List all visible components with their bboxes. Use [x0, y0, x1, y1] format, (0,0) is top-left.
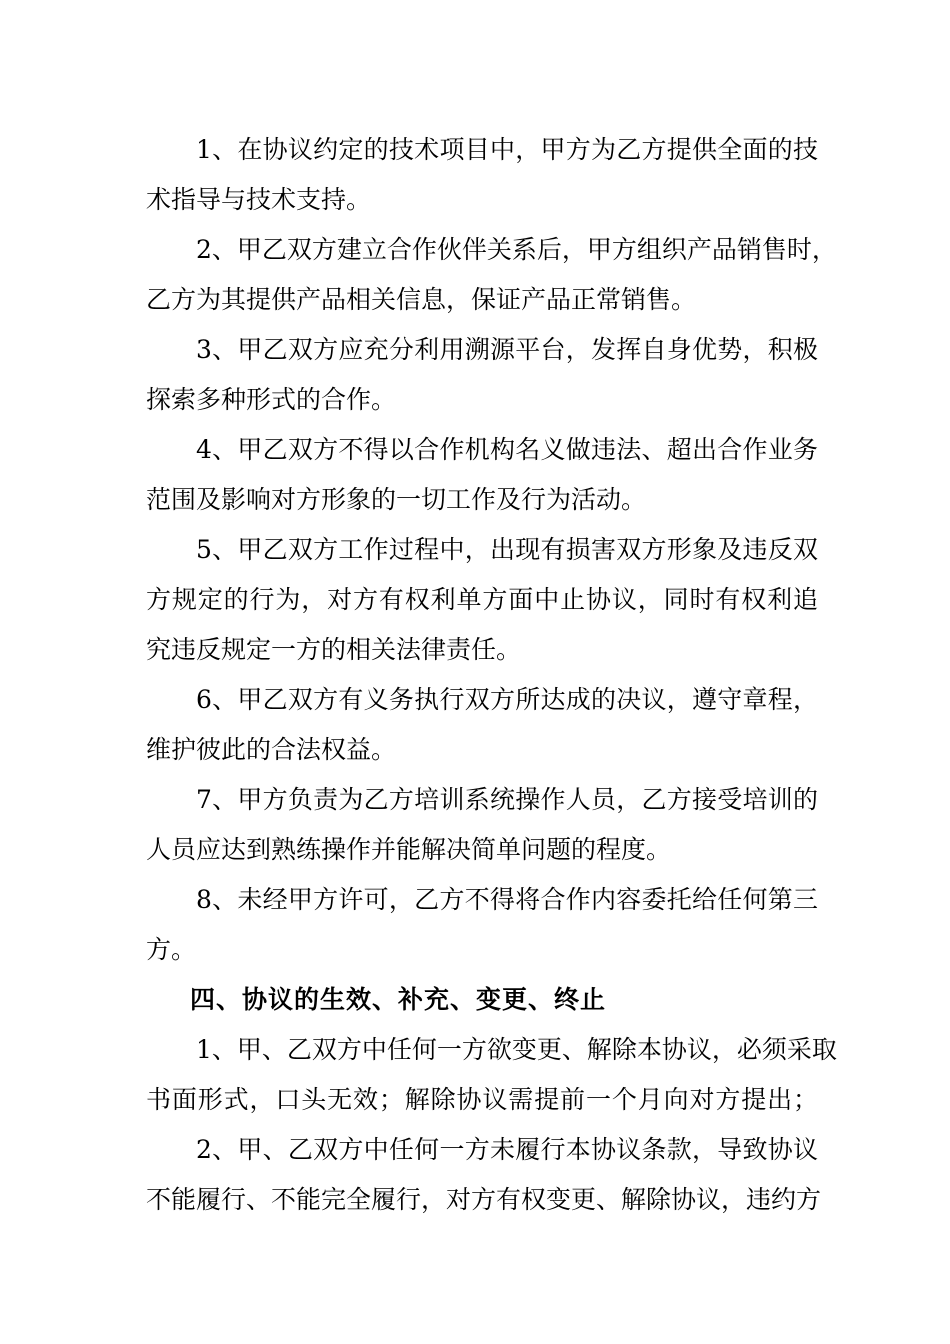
paragraph-8-line-1: 8、未经甲方许可，乙方不得将合作内容委托给任何第三 — [196, 885, 818, 914]
paragraph-5-line-3: 究违反规定一方的相关法律责任。 — [146, 635, 522, 664]
paragraph-5-line-1: 5、甲乙双方工作过程中，出现有损害双方形象及违反双 — [196, 535, 818, 564]
paragraph-3-line-2: 探索多种形式的合作。 — [146, 385, 397, 414]
section-heading: 四、协议的生效、补充、变更、终止 — [190, 985, 607, 1014]
paragraph-6-line-2: 维护彼此的合法权益。 — [146, 735, 397, 764]
paragraph-9-line-1: 1、甲、乙双方中任何一方欲变更、解除本协议，必须采取 — [196, 1035, 837, 1064]
paragraph-3-line-1: 3、甲乙双方应充分利用溯源平台，发挥自身优势，积极 — [196, 335, 818, 364]
paragraph-7-line-1: 7、甲方负责为乙方培训系统操作人员，乙方接受培训的 — [196, 785, 818, 814]
paragraph-9-line-2: 书面形式，口头无效；解除协议需提前一个月向对方提出； — [146, 1085, 818, 1114]
paragraph-2-line-1: 2、甲乙双方建立合作伙伴关系后，甲方组织产品销售时， — [196, 235, 837, 264]
paragraph-6-line-1: 6、甲乙双方有义务执行双方所达成的决议，遵守章程， — [196, 685, 818, 714]
paragraph-1-line-2: 术指导与技术支持。 — [146, 185, 372, 214]
paragraph-5-line-2: 方规定的行为，对方有权利单方面中止协议，同时有权利追 — [146, 585, 818, 614]
paragraph-8-line-2: 方。 — [146, 935, 197, 964]
paragraph-1-line-1: 1、在协议约定的技术项目中，甲方为乙方提供全面的技 — [196, 135, 818, 164]
paragraph-4-line-2: 范围及影响对方形象的一切工作及行为活动。 — [146, 485, 647, 514]
paragraph-10-line-1: 2、甲、乙双方中任何一方未履行本协议条款，导致协议 — [196, 1135, 818, 1164]
paragraph-7-line-2: 人员应达到熟练操作并能解决简单问题的程度。 — [146, 835, 672, 864]
paragraph-4-line-1: 4、甲乙双方不得以合作机构名义做违法、超出合作业务 — [196, 435, 818, 464]
paragraph-2-line-2: 乙方为其提供产品相关信息，保证产品正常销售。 — [146, 285, 697, 314]
paragraph-10-line-2: 不能履行、不能完全履行，对方有权变更、解除协议，违约方 — [146, 1185, 822, 1214]
